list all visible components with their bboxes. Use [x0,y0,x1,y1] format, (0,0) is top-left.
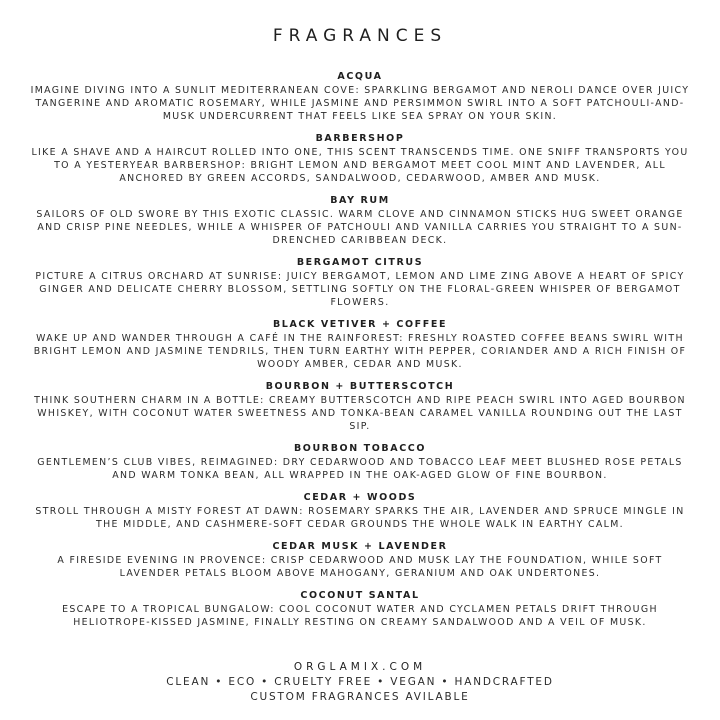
fragrance-description: STROLL THROUGH A MISTY FOREST AT DAWN: ROSEMARY SPARKS THE AIR, LAVENDER AND SPRUCE MINGLE IN THE MIDDLE, AND CASHMERE-SOFT CEDAR GROUNDS THE WHOLE WALK IN EARTHY CALM. [35,506,685,530]
website-link[interactable]: ORGLAMIX.COM [293,661,427,673]
fragrance-name: BOURBON + BUTTERSCOTCH [265,381,455,392]
fragrance-name: BOURBON TOBACCO [293,443,427,454]
fragrance-name: COCONUT SANTAL [300,590,420,601]
footer [0,660,720,705]
fragrance-description: IMAGINE DIVING INTO A SUNLIT MEDITERRANEAN COVE: SPARKLING BERGAMOT AND NEROLI DANCE OVER JUICY TANGERINE AND AROMATIC ROSEMARY, WHILE JASMINE AND PERSIMMON SWIRL INTO A SOFT PATCHOULI-AND-MUSK UNDERCURRENT THAT FEELS LIKE SEA SPRAY ON YOUR SKIN. [30,85,690,122]
fragrance-description: SAILORS OF OLD SWORE BY THIS EXOTIC CLASSIC. WARM CLOVE AND CINNAMON STICKS HUG SWEET ORANGE AND CRISP PINE NEEDLES, WHILE A WHISPER OF PATCHOULI AND VANILLA CARRIES YOU STRAIGHT TO A SUN-DRENCHED CARIBBEAN DECK. [36,209,684,246]
page-title: FRAGRANCES [272,26,448,46]
fragrance-entry [30,540,690,580]
fragrance-name: ACQUA [337,71,383,82]
fragrance-description: PICTURE A CITRUS ORCHARD AT SUNRISE: JUICY BERGAMOT, LEMON AND LIME ZING ABOVE A HEART OF SPICY GINGER AND DELICATE CHERRY BLOSSOM, SETTLING SOFTLY ON THE FLORAL-GREEN WHISPER OF BERGAMOT FLOWERS. [35,271,685,308]
fragrance-description: THINK SOUTHERN CHARM IN A BOTTLE: CREAMY BUTTERSCOTCH AND RIPE PEACH SWIRL INTO AGED BOURBON WHISKEY, WITH COCONUT WATER SWEETNESS AND TONKA-BEAN CARAMEL VANILLA ROUNDING OUT THE LAST SIP. [34,395,686,432]
fragrance-name: CEDAR + WOODS [303,492,417,503]
fragrance-entry [30,194,690,247]
fragrance-description: GENTLEMEN’S CLUB VIBES, REIMAGINED: DRY CEDARWOOD AND TOBACCO LEAF MEET BLUSHED ROSE PETALS AND WARM TONKA BEAN, ALL WRAPPED IN THE OAK-AGED GLOW OF FINE BOURBON. [37,457,683,481]
fragrance-description: LIKE A SHAVE AND A HAIRCUT ROLLED INTO ONE, THIS SCENT TRANSCENDS TIME. ONE SNIFF TRANSPORTS YOU TO A YESTERYEAR BARBERSHOP: BRIGHT LEMON AND BERGAMOT MEET COOL MINT AND LAVENDER, ALL ANCHORED BY GREEN ACCORDS, SANDALWOOD, CEDARWOOD, AMBER AND MUSK. [31,147,689,184]
custom-fragrances-note: CUSTOM FRAGRANCES AVILABLE [250,691,470,703]
fragrance-entry [30,491,690,531]
fragrance-entry [30,318,690,371]
fragrance-list [30,70,690,638]
fragrance-name: BERGAMOT CITRUS [296,257,424,268]
fragrance-name: CEDAR MUSK + LAVENDER [272,541,448,552]
fragrance-name: BAY RUM [330,195,390,206]
fragrance-description: WAKE UP AND WANDER THROUGH A CAFÉ IN THE RAINFOREST: FRESHLY ROASTED COFFEE BEANS SWIRL WITH BRIGHT LEMON AND JASMINE TENDRILS, THEN TURN EARTHY WITH PEPPER, CORIANDER AND A RICH FINISH OF WOODY AMBER, CEDAR AND MUSK. [33,333,687,370]
fragrance-entry [30,70,690,123]
fragrance-description: A FIRESIDE EVENING IN PROVENCE: CRISP CEDARWOOD AND MUSK LAY THE FOUNDATION, WHILE SOFT LAVENDER PETALS BLOOM ABOVE MAHOGANY, GERANIUM AND OAK UNDERTONES. [57,555,663,579]
brand-tagline: CLEAN • ECO • CRUELTY FREE • VEGAN • HANDCRAFTED [166,676,554,688]
fragrance-entry [30,256,690,309]
fragrance-entry [30,589,690,629]
fragrance-entry [30,132,690,185]
fragrance-description: ESCAPE TO A TROPICAL BUNGALOW: COOL COCONUT WATER AND CYCLAMEN PETALS DRIFT THROUGH HELIOTROPE-KISSED JASMINE, FINALLY RESTING ON CREAMY SANDALWOOD AND A VEIL OF MUSK. [62,604,658,628]
fragrance-name: BARBERSHOP [315,133,405,144]
fragrance-name: BLACK VETIVER + COFFEE [272,319,448,330]
fragrance-entry [30,380,690,433]
fragrance-entry [30,442,690,482]
